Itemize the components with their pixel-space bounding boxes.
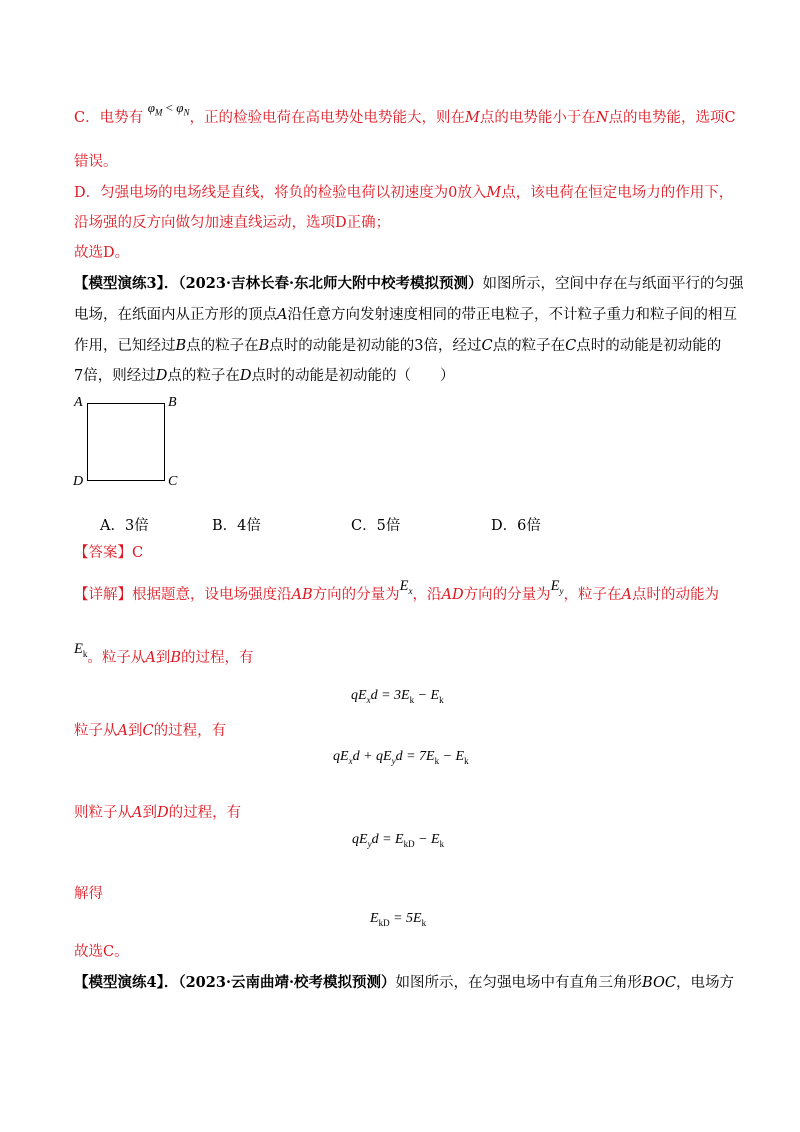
choice-a: A．3倍 — [100, 518, 149, 534]
ek-symbol: $E_k$ — [74, 641, 88, 659]
problem3-line3: 作用，已知经过B点的粒子在B点时的动能是初动能的3倍，经过C点的粒子在C点时的动能是初动能的 — [74, 338, 722, 354]
problem4-tag: 【模型演练4】 — [74, 974, 164, 991]
vertex-d-label: D — [73, 474, 84, 489]
problem3-source: ．（2023·吉林长春·东北师大附中校考模拟预测） — [163, 275, 483, 292]
ex-symbol: $E_x$ — [399, 578, 413, 596]
equation-3: $qE_yd = E_{kD} - E_k$ — [352, 832, 445, 849]
problem3-line4: 7倍，则经过D点的粒子在D点时的动能是初动能的（ ） — [74, 368, 455, 384]
choice-b: B．4倍 — [212, 518, 261, 534]
detail-line1: 【详解】根据题意，设电场强度沿AB方向的分量为$E_x$，沿AD方向的分量为$E_y$，粒子在A点时的动能为 — [74, 578, 719, 603]
equation-1: $qE_xd = 3E_k - E_k$ — [351, 688, 444, 705]
final-choice: 故选C。 — [74, 944, 129, 960]
vertex-b-label: B — [168, 395, 177, 410]
answer: 【答案】C — [74, 545, 144, 561]
choice-d: D．6倍 — [491, 518, 541, 534]
square-figure — [87, 403, 165, 481]
ey-symbol: $E_y$ — [550, 578, 564, 596]
detail-line3: 粒子从A到C的过程，有 — [74, 723, 227, 739]
phi-inequality: $\varphi_M < \varphi_N$ — [147, 100, 190, 118]
detail-line4: 则粒子从A到D的过程，有 — [74, 805, 242, 821]
problem4-line1: 【模型演练4】．（2023·云南曲靖·校考模拟预测）如图所示，在匀强电场中有直角三角形BOC，电场方 — [74, 974, 734, 991]
option-d-line2: 沿场强的反方向做匀加速直线运动，选项D正确； — [74, 215, 391, 231]
option-c-line1: C．电势有 $\varphi_M < \varphi_N$，正的检验电荷在高电势处电势能大，则在M点的电势能小于在N点的电势能，选项C — [74, 100, 736, 126]
detail-line2: $E_k$。粒子从A到B的过程，有 — [74, 641, 254, 666]
option-d-line3: 故选D。 — [74, 245, 130, 261]
equation-4: $E_{kD} = 5E_k$ — [370, 911, 427, 928]
vertex-c-label: C — [168, 474, 178, 489]
problem3-line1: 【模型演练3】．（2023·吉林长春·东北师大附中校考模拟预测）如图所示，空间中存在与纸面平行的匀强 — [74, 275, 744, 292]
vertex-a-label: A — [74, 395, 83, 410]
problem4-source: ．（2023·云南曲靖·校考模拟预测） — [163, 974, 396, 991]
equation-2: $qE_xd + qE_yd = 7E_k - E_k$ — [333, 749, 469, 766]
option-c-line2: 错误。 — [74, 154, 118, 170]
option-d-line1: D．匀强电场的电场线是直线，将负的检验电荷以初速度为0放入M点，该电荷在恒定电场力的作用下， — [74, 185, 734, 201]
solve-label: 解得 — [74, 886, 103, 902]
problem3-tag: 【模型演练3】 — [74, 275, 164, 292]
choice-c: C．5倍 — [351, 518, 401, 534]
problem3-line2: 电场，在纸面内从正方形的顶点A沿任意方向发射速度相同的带正电粒子，不计粒子重力和粒子间的相互 — [74, 307, 737, 323]
